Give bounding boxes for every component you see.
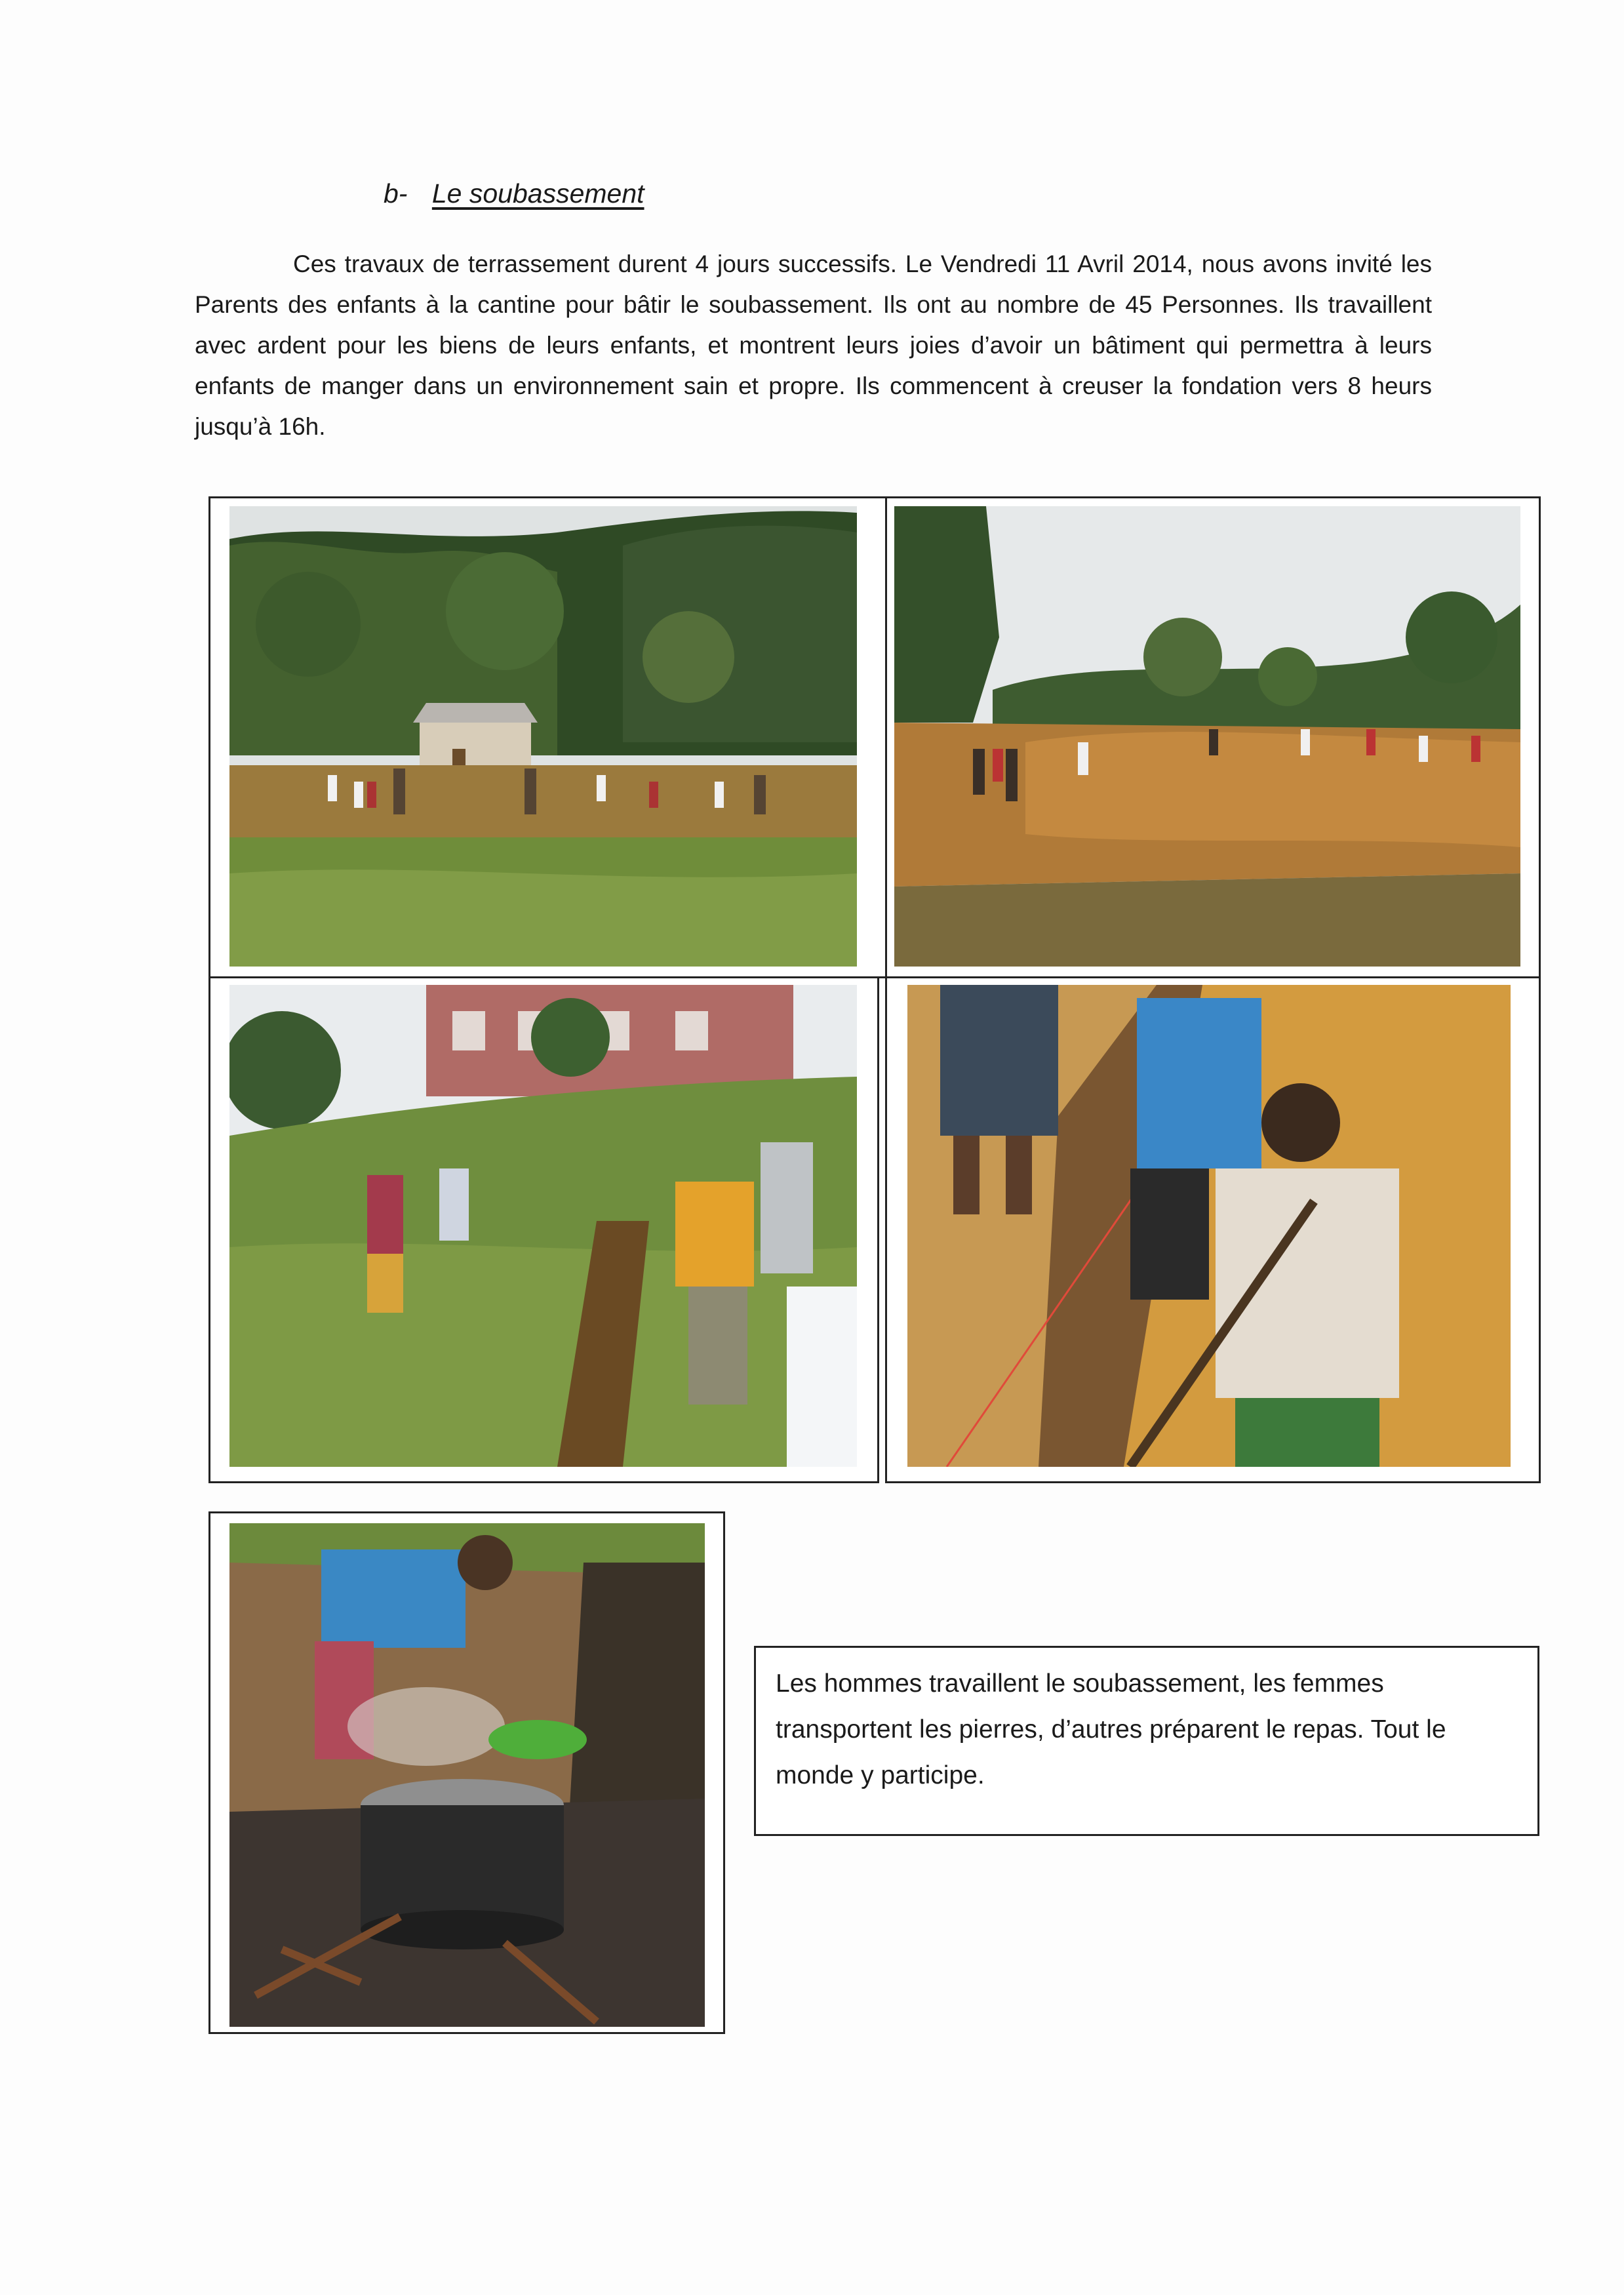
body-paragraph [195,244,1432,447]
photo-hillside-work-site [229,506,857,967]
section-heading [384,178,644,209]
photo-women-carrying-stones [229,985,857,1467]
paragraph-text: Ces travaux de terrassement durent 4 jours successifs. Le Vendredi 11 Avril 2014, nous avons invité les Parents des enfants à la cantine pour bâtir le soubassement. Ils ont au nombre de 45 Personnes. Ils travaillent avec ardent pour les biens de leurs enfants, et montrent leurs joies d’avoir un bâtiment qui permettra à leurs enfants de manger dans un environnement sain et propre. Ils commencent à creuser la fondation vers 8 heurs jusqu’à 16h. [195,250,1432,440]
photo-man-digging-trench [907,985,1511,1467]
section-number: b- [384,178,408,209]
photo-excavation-field [894,506,1520,967]
photo-woman-cooking [229,1523,705,2027]
section-title: Le soubassement [431,178,644,209]
caption-text: Les hommes travaillent le soubassement, les femmes transportent les pierres, d’autres préparent le repas. Tout le monde y participe. [776,1669,1446,1789]
caption-box [754,1646,1539,1836]
